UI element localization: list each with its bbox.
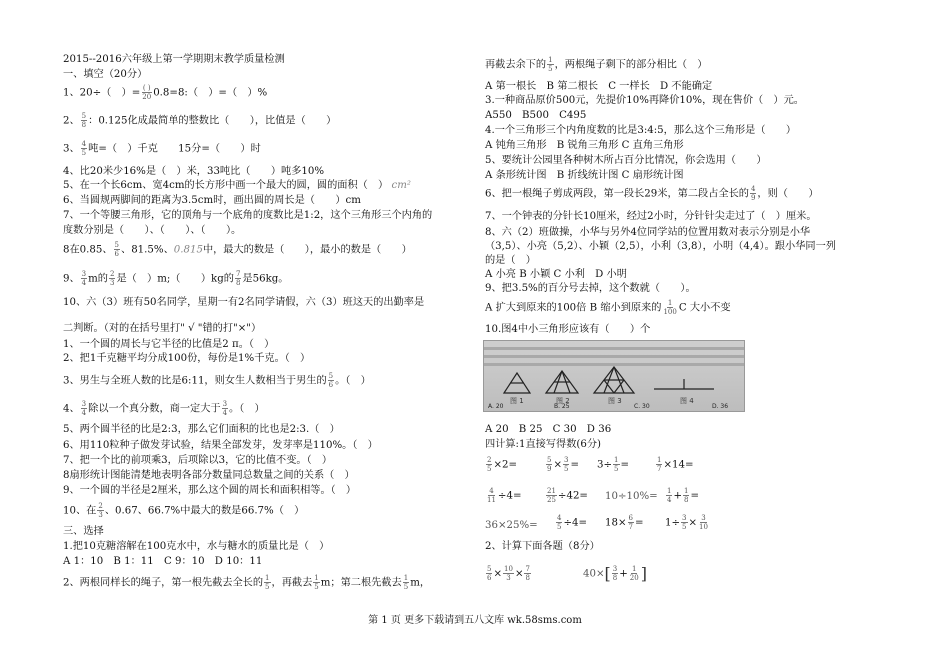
choice-8c: 的是（ ）: [485, 255, 536, 266]
section-judge: 二判断。（对的在括号里打" √ "错的打"×"）: [63, 323, 262, 334]
calc-3-4: 1÷ $\frac{3}{5}$ × $\frac{3}{10}$: [665, 514, 708, 531]
question-7a: 7、一个等腰三角形，它的顶角与一个底角的度数比是1:2，这个三角形三个内角的: [63, 210, 433, 221]
calc-problem-1: $\frac{5}{6}$ × $\frac{10}{3}$ × $\frac{7}{8}$: [487, 565, 530, 582]
judge-1: 1、一个圆的周长与它半径的比值是2 π。（ ）: [63, 339, 275, 350]
choice-4: 4.一个三角形三个内角度数的比是3:4:5，那么这个三角形是（ ）: [485, 125, 797, 136]
photo-label-2: 图 2: [556, 397, 570, 405]
judge-4: 4、 $\frac{3}{4}$ 除以一个真分数，商一定大于 $\frac{3}{4}$ 。（ ）: [63, 400, 265, 417]
photo-option-a: A. 20: [488, 403, 504, 410]
judge-9: 9、一个圆的半径是2厘米，那么这个圆的周长和面积相等。（ ）: [63, 485, 357, 496]
calc-2-4: $\frac{1}{4}$ + $\frac{1}{8}$ =: [667, 487, 700, 504]
page-footer: 第 1 页 更多下载请到五八文库 wk.58sms.com: [368, 615, 582, 626]
choice-3: 3.一种商品原价500元，先提价10%再降价10%，现在售价（ ）元。: [485, 95, 804, 106]
judge-2: 2、把1千克糖平均分成100份，每份是1%千克。（ ）: [63, 353, 311, 364]
question-1: 1、20÷（ ）= ( ) 20 0.8=8:（ ）=（ ）%: [63, 84, 268, 101]
question-7b: 度数分别是（ ）、（ ）、（ ）。: [63, 225, 242, 236]
photo-label-3: 图 3: [608, 397, 622, 405]
judge-10: 10、在 $\frac{2}{3}$ 、0.67、66.7%中最大的数是66.7%（ ）: [63, 502, 305, 519]
choice-2-continued: 再截去余下的 $\frac{1}{5}$ ，两根绳子剩下的部分相比（ ）: [485, 56, 708, 73]
question-8: 8在0.85、 $\frac{5}{6}$ 、81.5%、0.815中，最大的数是（ ），最小的数是（ ）: [63, 241, 412, 258]
question-3: 3、 $\frac{4}{5}$ 吨=（ ）千克 15分=（ ）时: [63, 140, 261, 157]
triangle-figures-photo: [483, 340, 745, 412]
choice-2-options: A 第一根长 B 第二根长 C 一样长 D 不能确定: [485, 81, 713, 92]
calc-1-3: 3÷ $\frac{1}{5}$ =: [597, 456, 630, 473]
section-choice: 三、选择: [63, 526, 104, 537]
choice-6: 6、把一根绳子剪成两段，第一段长29米，第二段占全长的 $\frac{4}{9}$ ，则（ ）: [485, 185, 819, 202]
choice-3-options: A550 B500 C495: [485, 110, 587, 121]
judge-8: 8扇形统计图能清楚地表明各部分数量同总数量之间的关系（ ）: [63, 470, 355, 481]
choice-10: 10.图4中小三角形应该有（ ）个: [485, 324, 651, 335]
choice-5: 5、要统计公园里各种树木所占百分比情况，你会选用（ ）: [485, 155, 767, 166]
choice-1: 1.把10克糖溶解在100克水中，水与糖水的质量比是（ ）: [63, 541, 330, 552]
section-calculation: 四计算:1直接写得数(6分): [485, 439, 602, 450]
photo-label-4: 图 4: [680, 397, 694, 405]
choice-8-options: A 小亮 B 小颖 C 小利 D 小明: [485, 269, 627, 280]
judge-6: 6、用110粒种子做发芽试验，结果全部发芽，发芽率是110%。（ ）: [63, 440, 378, 451]
question-5: 5、在一个长6cm、宽4cm的长方形中画一个最大的圆，圆的面积（ ） cm²: [63, 180, 411, 191]
choice-9-options: A 扩大到原来的100倍 B 缩小到原来的 $\frac{1}{100}$ C 大小不变: [485, 299, 731, 316]
photo-option-d: D. 36: [712, 403, 729, 410]
photo-option-b: B. 25: [554, 403, 570, 410]
choice-10-options: A 20 B 25 C 30 D 36: [485, 424, 612, 435]
question-9: 9、 $\frac{3}{4}$ m的 $\frac{2}{3}$ 是（ ）m;（ ）kg的 $\frac{7}{8}$ 是56kg。: [63, 270, 289, 287]
judge-7: 7、把一个比的前项乘3，后项除以3，它的比值不变。（ ）: [63, 455, 333, 466]
calc-1-1: $\frac{2}{5}$ ×2=: [487, 456, 518, 473]
judge-3: 3、男生与全班人数的比是6:11，则女生人数相当于男生的 $\frac{5}{6}$ 。（ ）: [63, 372, 371, 389]
question-10: 10、六（3）班有50名同学，星期一有2名同学请假，六（3）班这天的出勤率是: [63, 297, 425, 308]
page-title: 2015--2016六年级上第一学期期末教学质量检测: [63, 54, 285, 65]
calc-2-3: 10÷10%=: [605, 491, 658, 502]
calc-3-1: 36×25%=: [485, 520, 538, 531]
calc-problem-2: 40×[ $\frac{3}{8}$ + $\frac{1}{20}$ ]: [583, 563, 647, 583]
choice-5-options: A 条形统计图 B 折线统计图 C 扇形统计图: [485, 170, 684, 181]
choice-2: 2、两根同样长的绳子，第一根先截去全长的 $\frac{1}{5}$ ，再截去 $\frac{1}{5}$ m；第二根先截去 $\frac{1}{5}$ m，: [63, 574, 431, 591]
calc-1-4: $\frac{1}{7}$ ×14=: [657, 456, 694, 473]
photo-option-c: C. 30: [634, 403, 650, 410]
judge-5: 5、两个圆半径的比是2:3，那么它们面积的比也是2:3.（ ）: [63, 424, 340, 435]
section-fill-in: 一、填空（20分）: [63, 69, 148, 80]
calc-3-3: 18× $\frac{6}{7}$ =: [605, 514, 644, 531]
choice-7: 7、一个钟表的分针长10厘米，经过2小时，分针针尖走过了（ ）厘米。: [485, 211, 817, 222]
question-4: 4、比20米少16%是（ ）米，33吨比（ ）吨多10%: [63, 166, 325, 177]
calc-1-2: $\frac{5}{9}$ × $\frac{3}{5}$ =: [547, 456, 580, 473]
calc-section-2: 2、计算下面各题（8分）: [485, 541, 600, 552]
choice-9: 9、把3.5%的百分号去掉，这个数就（ ）。: [485, 283, 696, 294]
choice-8b: （3,5）、小亮（5,2）、小颖（2,5），小利（3,8），小明（4,4）。跟小华同一列: [485, 241, 836, 252]
calc-3-2: $\frac{4}{5}$ ÷4=: [557, 514, 588, 531]
choice-8a: 8、六（2）班做操，小华与另外4位同学站的位置用数对表示分别是小华: [485, 227, 811, 238]
question-2: 2、 $\frac{5}{8}$ ：0.125化成最简单的整数比（ ），比值是（ ）: [63, 112, 337, 129]
question-6: 6、当圆规两脚间的距离为3.5cm时，画出圆的周长是（ ）cm: [63, 195, 361, 206]
choice-4-options: A 钝角三角形 B 锐角三角形 C 直角三角形: [485, 140, 684, 151]
choice-1-options: A 1：10 B 1：11 C 9：10 D 10：11: [63, 556, 263, 567]
calc-2-2: $\frac{21}{25}$ ÷42=: [547, 487, 588, 504]
calc-2-1: $\frac{4}{11}$ ÷4=: [487, 487, 522, 504]
photo-label-1: 图 1: [510, 397, 524, 405]
